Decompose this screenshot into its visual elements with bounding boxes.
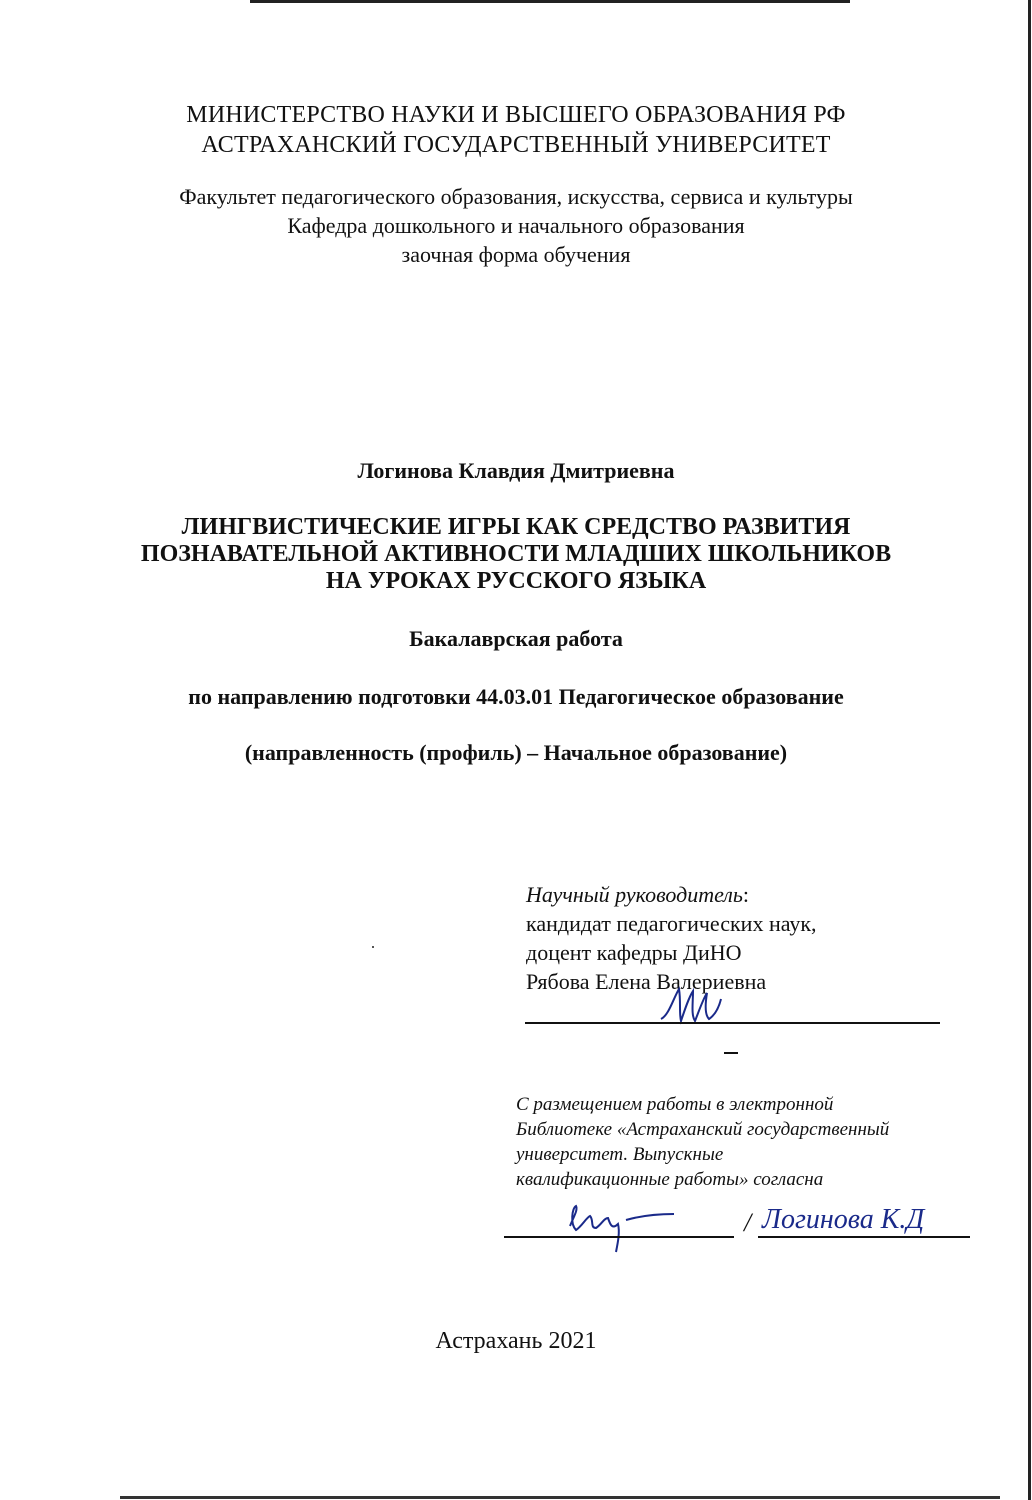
scan-speck	[372, 946, 374, 948]
supervisor-role-suffix: :	[742, 882, 750, 907]
consent-line: С размещением работы в электронной	[516, 1094, 834, 1115]
university-line: АСТРАХАНСКИЙ ГОСУДАРСТВЕННЫЙ УНИВЕРСИТЕТ	[201, 132, 831, 158]
faculty-name: Факультет педагогического образования, искусства, сервиса и культуры	[179, 184, 853, 209]
supervisor-position: доцент кафедры ДиНО	[526, 940, 742, 965]
supervisor-name: Рябова Елена Валериевна	[526, 969, 767, 994]
consent-line: Библиотеке «Астраханский государственный	[516, 1119, 890, 1140]
supervisor-degree: кандидат педагогических наук,	[526, 911, 817, 936]
study-form: заочная форма обучения	[401, 242, 631, 267]
title-line: ПОЗНАВАТЕЛЬНОЙ АКТИВНОСТИ МЛАДШИХ ШКОЛЬНИКОВ	[140, 541, 892, 567]
library-consent	[516, 1092, 889, 1192]
ministry-line: МИНИСТЕРСТВО НАУКИ И ВЫСШЕГО ОБРАЗОВАНИЯ РФ	[186, 102, 846, 128]
consent-name-line	[758, 1236, 970, 1238]
department-name: Кафедра дошкольного и начального образования	[287, 213, 745, 238]
scan-edge-bottom	[120, 1496, 1000, 1499]
faculty-block	[0, 182, 1032, 269]
consent-line: университет. Выпускные	[516, 1144, 724, 1165]
signature-separator: /	[744, 1208, 752, 1237]
handwritten-name: Логинова К.Д	[762, 1204, 925, 1235]
work-type: Бакалаврская работа	[409, 626, 623, 651]
consent-line: квалификационные работы» согласна	[516, 1169, 824, 1190]
scan-edge-top	[250, 0, 850, 3]
city-year: Астрахань 2021	[435, 1328, 597, 1354]
supervisor-block	[526, 880, 817, 996]
supervisor-signature-line	[525, 1022, 940, 1024]
study-direction: по направлению подготовки 44.03.01 Педагогическое образование	[188, 684, 844, 709]
title-line: НА УРОКАХ РУССКОГО ЯЗЫКА	[325, 568, 707, 594]
title-line: ЛИНГВИСТИЧЕСКИЕ ИГРЫ КАК СРЕДСТВО РАЗВИТИЯ	[181, 514, 851, 540]
thesis-title	[0, 514, 1032, 595]
study-profile: (направленность (профиль) – Начальное образование)	[244, 740, 788, 765]
supervisor-role: Научный руководитель	[526, 882, 743, 907]
date-dash	[724, 1052, 738, 1054]
consent-signature-line	[504, 1236, 734, 1238]
author-name: Логинова Клавдия Дмитриевна	[357, 458, 675, 483]
ministry-header	[0, 100, 1032, 160]
author-signature	[560, 1196, 690, 1256]
supervisor-signature	[655, 985, 735, 1027]
supervisor-role-line	[526, 880, 817, 909]
